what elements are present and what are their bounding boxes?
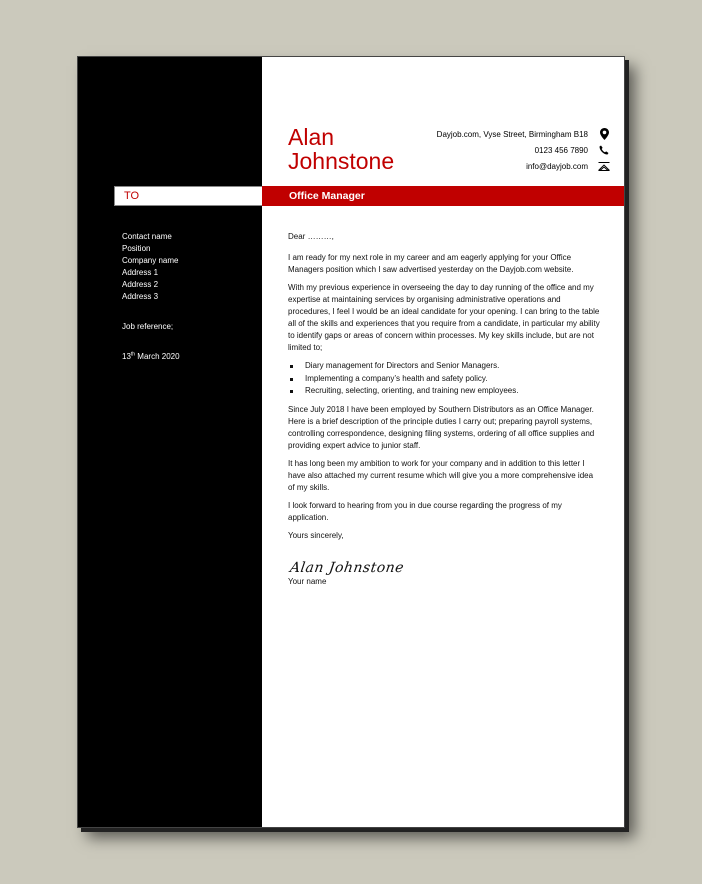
skill-item: Implementing a company’s health and safety policy. — [288, 373, 600, 386]
sidebar — [78, 57, 262, 827]
closing: Yours sincerely, — [288, 530, 344, 540]
first-name: Alan — [288, 124, 335, 150]
letter-page — [77, 56, 625, 828]
recipient-address-2: Address 2 — [122, 280, 159, 289]
recipient-contact-name: Contact name — [122, 232, 172, 241]
recipient-address-3: Address 3 — [122, 292, 159, 301]
letter-date: 13th March 2020 — [122, 351, 180, 361]
last-name: Johnstone — [288, 148, 395, 174]
contact-phone — [437, 145, 588, 161]
contact-info — [437, 129, 588, 177]
paragraph-employment: Since July 2018 I have been employed by Southern Distributors as an Office Manager. Here is a brief description of the principle duties I carry out; preparing payroll systems, controlling correspondence, designing filing systems, ordering of all office supplies and providing expert advice to junior staff. — [288, 404, 595, 450]
paragraph-intro: I am ready for my next role in my career and am eagerly applying for your Office Managers position which I saw advertised yesterday on the Dayjob.com website. — [288, 253, 574, 274]
recipient-block — [122, 231, 180, 363]
phone-icon — [598, 144, 610, 156]
skill-item: Diary management for Directors and Senior Managers. — [288, 360, 600, 373]
recipient-address-1: Address 1 — [122, 268, 159, 277]
recipient-position: Position — [122, 244, 151, 253]
recipient-company: Company name — [122, 256, 179, 265]
letter-body — [288, 231, 600, 594]
contact-address — [437, 129, 588, 145]
paragraph-experience: With my previous experience in overseeing the day to day running of the office and my expertise at maintaining services by organising administrative operations and procedures, I feel I would be an ideal candidate for your opening. I can bring to the table all of the skills and experiences that you require from a candidate, in particular my ability to identify gaps or areas of concern within processes. My key skills include, but are not limited to; — [288, 283, 600, 352]
phone-text: 0123 456 7890 — [534, 146, 588, 155]
email-text: info@dayjob.com — [526, 162, 588, 171]
skill-item: Recruiting, selecting, orienting, and training new employees. — [288, 385, 600, 398]
location-pin-icon — [598, 128, 610, 140]
skills-list — [288, 360, 600, 398]
signoff-name: Your name — [288, 576, 327, 586]
paragraph-ambition: It has long been my ambition to work for your company and in addition to this letter I have also attached my current resume which will give you a more comprehensive idea of my skills. — [288, 458, 594, 492]
signature: Alan Johnstone — [288, 559, 406, 576]
job-reference: Job reference; — [122, 322, 174, 331]
job-title-bar: Office Manager — [262, 186, 624, 206]
address-text: Dayjob.com, Vyse Street, Birmingham B18 — [436, 130, 588, 139]
applicant-name — [288, 125, 394, 173]
paragraph-closing: I look forward to hearing from you in due course regarding the progress of my application. — [288, 500, 562, 522]
email-icon — [598, 160, 610, 172]
to-label: TO — [114, 186, 262, 206]
contact-email — [437, 161, 588, 177]
salutation: Dear ………, — [288, 232, 334, 241]
